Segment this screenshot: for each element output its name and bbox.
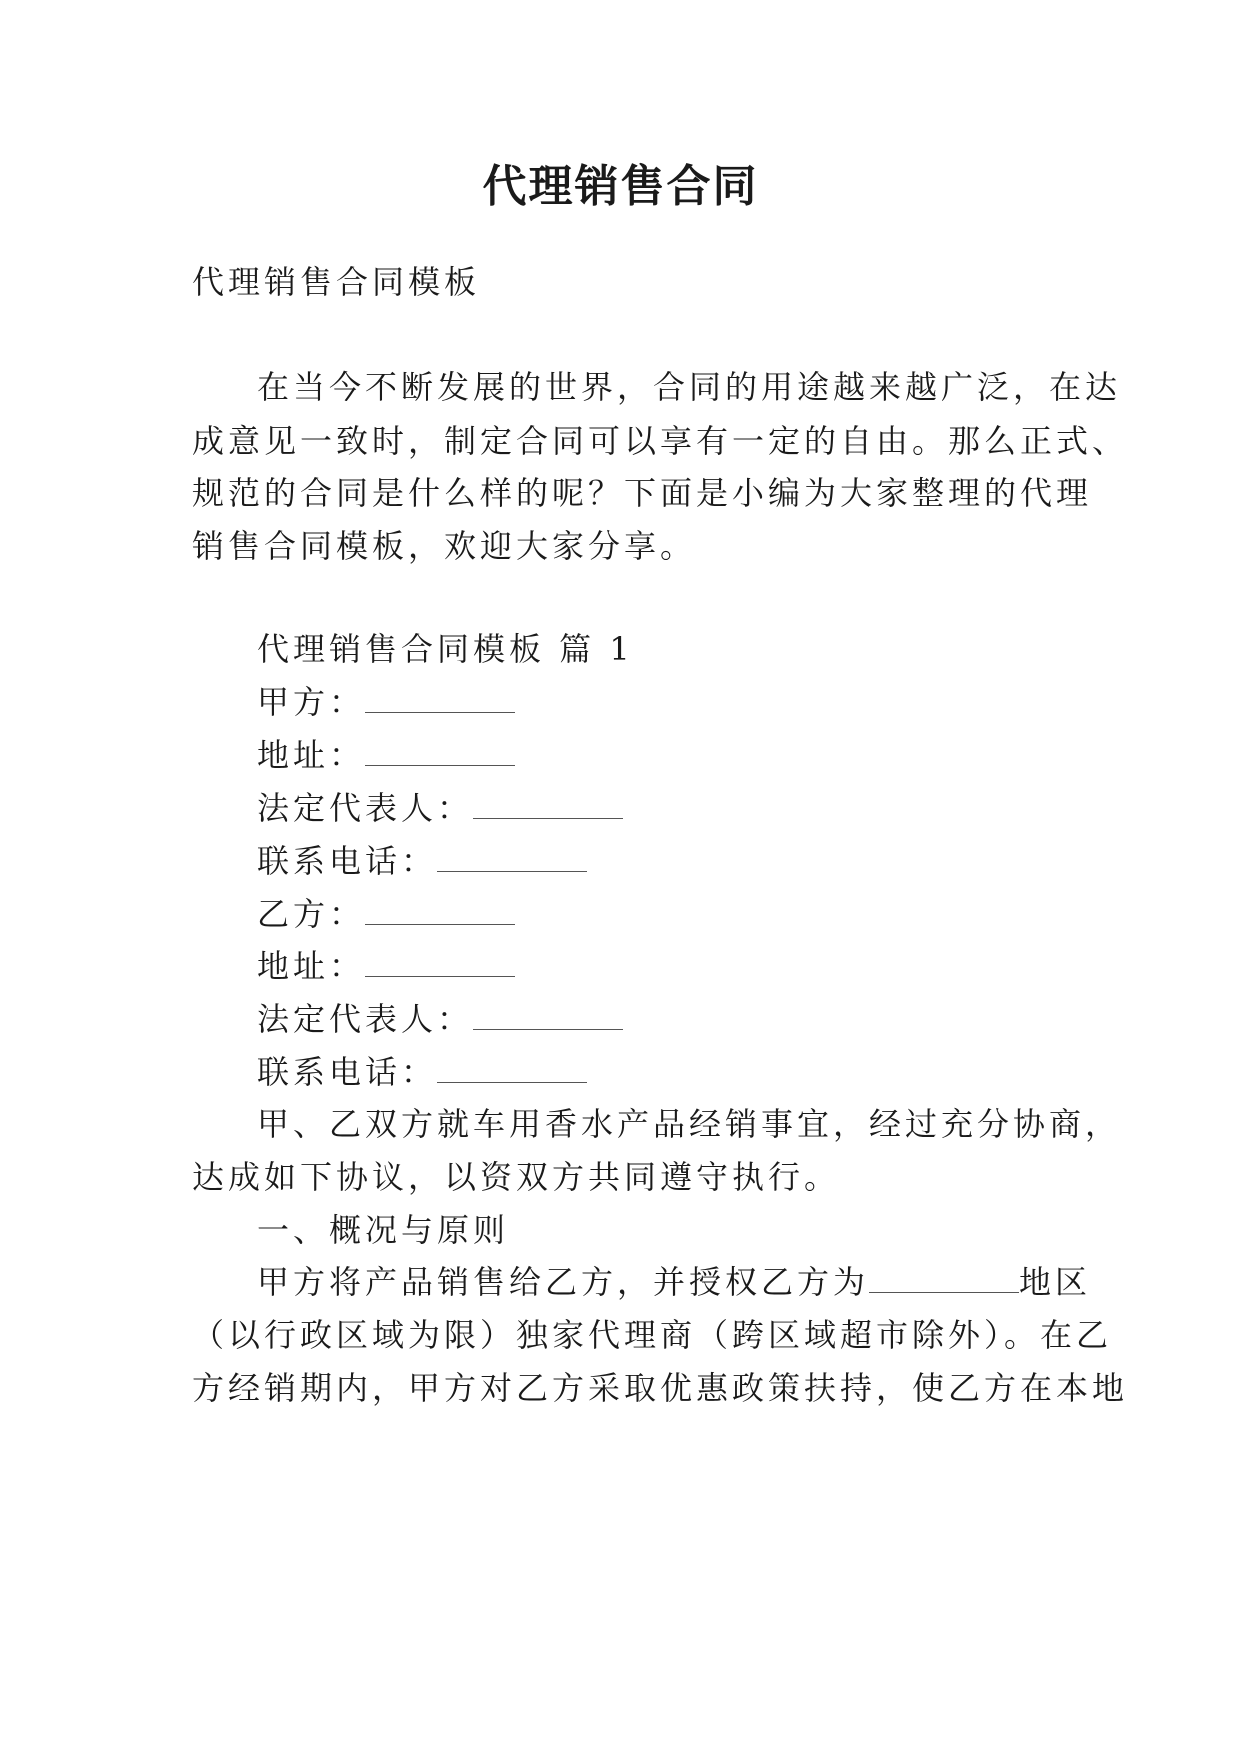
agreement-line-2: 达成如下协议，以资双方共同遵守执行。 (192, 1158, 841, 1196)
section-heading: 代理销售合同模板 篇 1 (257, 630, 634, 668)
clause-line-1 (257, 1262, 1091, 1302)
legal-rep-a-field (257, 788, 623, 828)
legal-rep-a-label: 法定代表人： (257, 789, 474, 827)
phone-b-label: 联系电话： (257, 1053, 438, 1091)
phone-a-field (257, 841, 587, 881)
address-a-field (257, 735, 515, 775)
intro-line-1: 在当今不断发展的世界，合同的用途越来越广泛，在达 (257, 368, 1122, 406)
party-b-field (257, 894, 515, 934)
phone-b-blank (437, 1056, 587, 1083)
legal-rep-b-blank (473, 1003, 623, 1030)
address-b-field (257, 946, 515, 986)
clause-line-1-suffix: 地区 (1019, 1263, 1092, 1301)
party-a-label: 甲方： (257, 683, 366, 721)
legal-rep-b-label: 法定代表人： (257, 1000, 474, 1038)
clause-line-2: （以行政区域为限）独家代理商（跨区域超市除外）。在乙 (192, 1316, 1113, 1354)
address-b-label: 地址： (257, 947, 366, 985)
party-a-field (257, 682, 515, 722)
clause-line-3: 方经销期内，甲方对乙方采取优惠政策扶持，使乙方在本地 (192, 1369, 1129, 1407)
party-b-label: 乙方： (257, 895, 366, 933)
address-a-blank (365, 739, 515, 766)
document-title: 代理销售合同 (482, 161, 759, 212)
phone-a-blank (437, 845, 587, 872)
address-a-label: 地址： (257, 736, 366, 774)
legal-rep-a-blank (473, 792, 623, 819)
party-a-blank (365, 686, 515, 713)
party-b-blank (365, 898, 515, 925)
intro-line-3: 规范的合同是什么样的呢？下面是小编为大家整理的代理 (192, 474, 1093, 512)
clause-line-1-prefix: 甲方将产品销售给乙方，并授权乙方为 (257, 1263, 870, 1301)
intro-line-2: 成意见一致时，制定合同可以享有一定的自由。那么正式、 (192, 422, 1129, 460)
legal-rep-b-field (257, 999, 623, 1039)
intro-line-4: 销售合同模板，欢迎大家分享。 (192, 527, 697, 565)
region-blank (869, 1266, 1019, 1293)
clause-heading: 一、概况与原则 (257, 1211, 510, 1249)
agreement-line-1: 甲、乙双方就车用香水产品经销事宜，经过充分协商， (257, 1105, 1122, 1143)
phone-b-field (257, 1052, 587, 1092)
address-b-blank (365, 950, 515, 977)
document-subtitle: 代理销售合同模板 (192, 263, 481, 301)
phone-a-label: 联系电话： (257, 842, 438, 880)
